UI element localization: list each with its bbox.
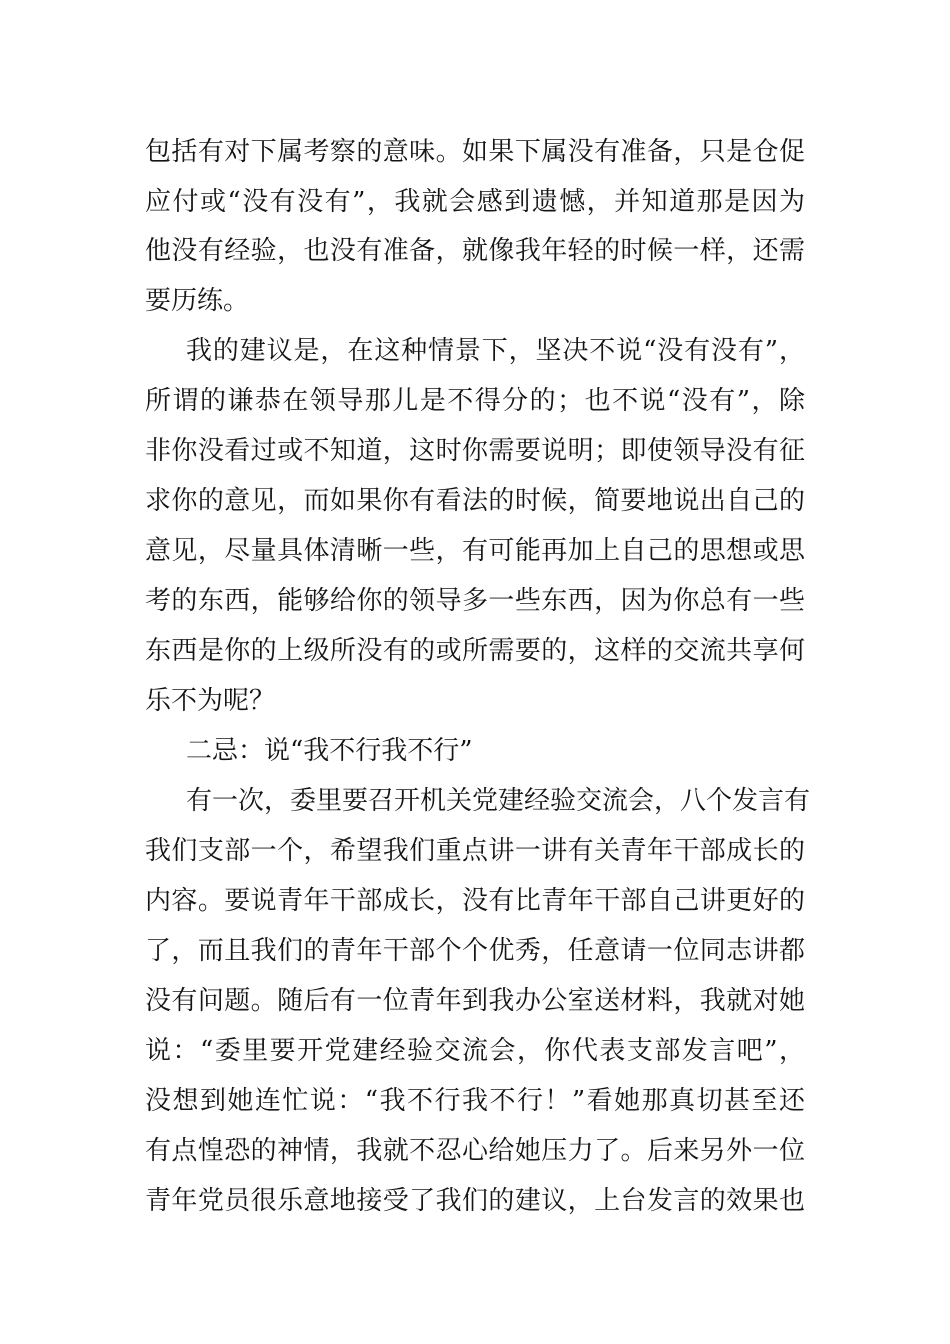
section-heading: 二忌：说“我不行我不行” — [186, 736, 473, 766]
text-line: 我们支部一个，希望我们重点讲一讲有关青年干部成长的 — [145, 836, 805, 866]
text-line: 他没有经验，也没有准备，就像我年轻的时候一样，还需 — [145, 236, 805, 266]
text-line: 应付或“没有没有”，我就会感到遗憾，并知道那是因为 — [145, 187, 805, 217]
text-line: 没有问题。随后有一位青年到我办公室送材料，我就对她 — [145, 986, 805, 1016]
text-line: 东西是你的上级所没有的或所需要的，这样的交流共享何 — [145, 636, 805, 666]
text-line: 要历练。 — [145, 286, 250, 316]
text-line: 有点惶恐的神情，我就不忍心给她压力了。后来另外一位 — [145, 1136, 805, 1166]
paragraph-first-line: 我的建议是，在这种情景下，坚决不说“没有没有”， — [186, 336, 805, 366]
paragraph-first-line: 有一次，委里要召开机关党建经验交流会，八个发言有 — [186, 786, 811, 816]
text-line: 说：“委里要开党建经验交流会，你代表支部发言吧”， — [145, 1036, 805, 1066]
text-line: 内容。要说青年干部成长，没有比青年干部自己讲更好的 — [145, 886, 805, 916]
text-line: 了，而且我们的青年干部个个优秀，任意请一位同志讲都 — [145, 936, 805, 966]
text-line: 乐不为呢？ — [145, 686, 276, 716]
text-line: 意见，尽量具体清晰一些，有可能再加上自己的思想或思 — [145, 536, 805, 566]
text-line: 包括有对下属考察的意味。如果下属没有准备，只是仓促 — [145, 137, 805, 167]
text-line: 考的东西，能够给你的领导多一些东西，因为你总有一些 — [145, 586, 805, 616]
text-line: 青年党员很乐意地接受了我们的建议，上台发言的效果也 — [145, 1186, 805, 1216]
text-line: 所谓的谦恭在领导那儿是不得分的；也不说“没有”，除 — [145, 386, 805, 416]
text-line: 非你没看过或不知道，这时你需要说明；即使领导没有征 — [145, 436, 805, 466]
text-line: 求你的意见，而如果你有看法的时候，简要地说出自己的 — [145, 486, 805, 516]
text-line: 没想到她连忙说：“我不行我不行！”看她那真切甚至还 — [145, 1086, 805, 1116]
